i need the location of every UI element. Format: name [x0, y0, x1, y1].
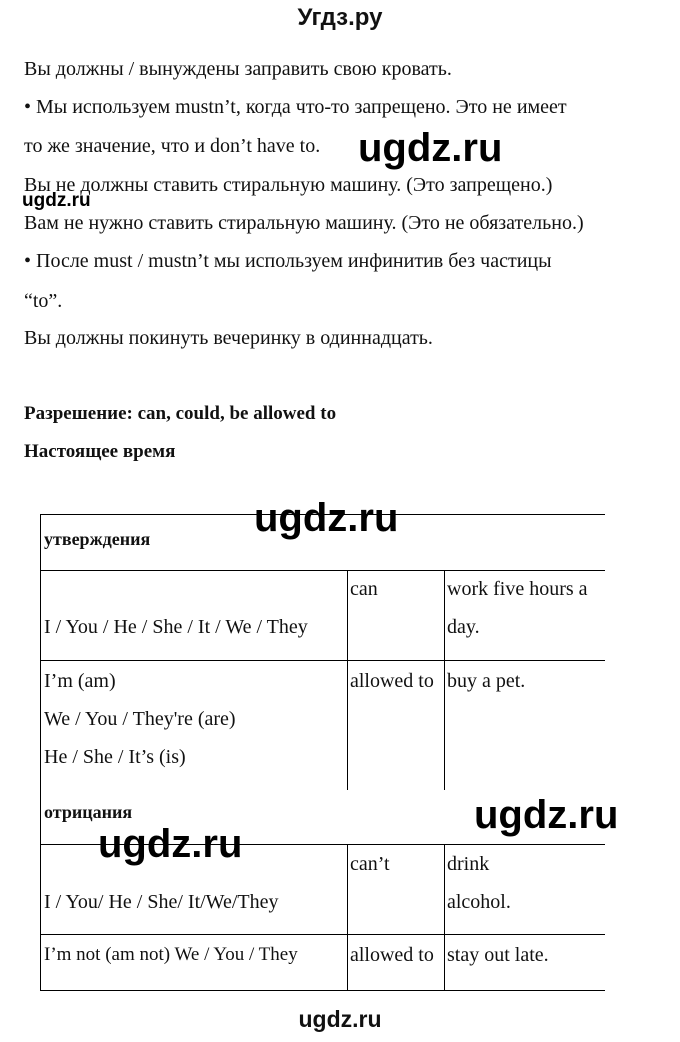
watermark: ugdz.ru: [474, 793, 619, 837]
row3-subject: I / You/ He / She/ It/We/They: [44, 891, 279, 913]
row1-subject: I / You / He / She / It / We / They: [44, 616, 308, 638]
permission-heading: Разрешение: can, could, be allowed to: [24, 403, 337, 424]
paragraph-3: то же значение, что и don’t have to.: [24, 135, 321, 157]
row1-modal: can: [350, 578, 378, 600]
paragraph-1: Вы должны / вынуждены заправить свою кровать.: [24, 58, 452, 80]
paragraph-6: • После must / mustn’t мы используем инфинитив без частицы: [24, 250, 552, 272]
footer-site: ugdz.ru: [298, 1006, 382, 1032]
row3-verb-line1: drink: [447, 853, 490, 875]
row2-verb: buy a pet.: [447, 670, 526, 692]
row1-verb-line1: work five hours a: [447, 578, 588, 600]
row2-modal: allowed to: [350, 670, 434, 692]
watermark-small: ugdz.ru: [22, 190, 91, 211]
affirmative-header: утверждения: [44, 529, 151, 549]
row1-verb-line2: day.: [447, 616, 480, 638]
row4-subject: I’m not (am not) We / You / They: [44, 944, 298, 965]
present-tense-heading: Настоящее время: [24, 441, 176, 462]
row3-modal: can’t: [350, 853, 390, 875]
row2-subject-line1: I’m (am): [44, 670, 116, 692]
negative-header: отрицания: [44, 802, 133, 822]
paragraph-4: Вы не должны ставить стиральную машину. (Это запрещено.): [24, 174, 553, 196]
row2-subject-line3: He / She / It’s (is): [44, 746, 186, 768]
row3-verb-line2: alcohol.: [447, 891, 511, 913]
site-title: Угдз.ру: [297, 4, 383, 31]
paragraph-7: “to”.: [24, 290, 63, 312]
paragraph-8: Вы должны покинуть вечеринку в одиннадцать.: [24, 327, 433, 349]
watermark: ugdz.ru: [254, 496, 399, 540]
row4-verb: stay out late.: [447, 944, 549, 966]
row4-modal: allowed to: [350, 944, 434, 966]
paragraph-2: • Мы используем mustn’t, когда что-то запрещено. Это не имеет: [24, 96, 567, 118]
grammar-table: [40, 514, 605, 992]
watermark: ugdz.ru: [98, 822, 243, 866]
watermark: ugdz.ru: [358, 126, 503, 170]
row2-subject-line2: We / You / They're (are): [44, 708, 236, 730]
paragraph-5: Вам не нужно ставить стиральную машину. (Это не обязательно.): [24, 212, 584, 234]
